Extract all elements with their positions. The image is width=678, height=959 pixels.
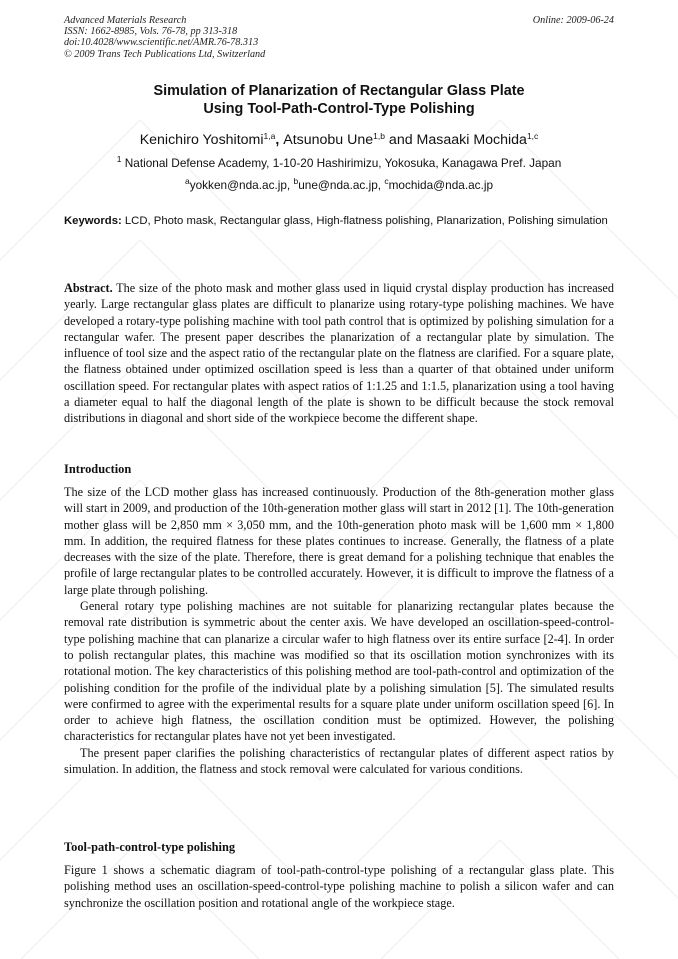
author-2-sup: 1,b xyxy=(373,131,385,141)
introduction-paragraph-2: General rotary type polishing machines are not suitable for planarizing rectangular plates because the removal rate distribution is symmetric about the center axis. We have developed an oscillation-speed-control-type polishing machine that can planarize a circular wafer to high flatness over its entire surface [2-4]. In order to polish rectangular plates, this machine was modified so that its oscillation motion synchronizes with its rotational motion. The key characteristics of this polishing method are tool-path-control and optimization of the polishing condition for the profile of the individual plate by a polishing simulation [5]. The simulated results were confirmed to agree with the experimental results for a square plate under uniform oscillation speed [6]. In order to achieve high flatness, the oscillation condition must be optimized. However, the polishing characteristics for rectangular plates have not yet been investigated. xyxy=(64,599,614,744)
keywords-text: LCD, Photo mask, Rectangular glass, High-flatness polishing, Planarization, Polishing simulation xyxy=(121,215,608,227)
email-b-sup: b xyxy=(293,176,299,186)
introduction-paragraph-1: The size of the LCD mother glass has increased continuously. Production of the 8th-generation mother glass will start in 2009, and production of the 10th-generation mother glass will start in 2012 [1]. The 10th-generation mother glass will be 2,850 mm × 3,050 mm, and the 10th-generation photo mask will be 1,600 mm × 1,800 mm. In addition, the required flatness for these plates continues to increase. Generally, the flatness of a plate decreases with the size of the plate. Therefore, there is great demand for a polishing technique that enables the profile of large rectangular plates to be controlled accurately. However, it is difficult to improve the flatness of a large plate through polishing. xyxy=(64,485,614,597)
affiliation xyxy=(64,156,614,171)
journal-issn: ISSN: 1662-8985, Vols. 76-78, pp 313-318 xyxy=(64,26,238,38)
journal-doi: doi:10.4028/www.scientific.net/AMR.76-78.313 xyxy=(64,37,259,49)
author-list xyxy=(64,131,614,149)
author-3-name: Masaaki Mochida xyxy=(416,132,527,148)
title-line-2: Using Tool-Path-Control-Type Polishing xyxy=(203,101,475,117)
tool-section-heading: Tool-path-control-type polishing xyxy=(64,840,236,854)
keywords-label: Keywords: xyxy=(64,215,122,227)
paper-title xyxy=(64,82,614,118)
author-emails xyxy=(64,178,614,193)
introduction-body xyxy=(64,484,614,777)
author-separator-1: , xyxy=(275,132,284,148)
email-c-sup: c xyxy=(384,176,389,186)
abstract-paragraph xyxy=(64,280,614,427)
keywords xyxy=(64,214,614,228)
affiliation-sup: 1 xyxy=(116,154,122,164)
abstract-text: The size of the photo mask and mother glass used in liquid crystal display production has increased yearly. Large rectangular glass plates are difficult to planarize using rotary-type polishing machines. We have developed a rotary-type polishing machine with tool path control that is optimized by polishing simulation for a rectangular wafer. The present paper describes the planarization of a rectangular plate by simulation. The influence of tool size and the aspect ratio of the rectangular plate on the flatness are clarified. For a square plate, the flatness obtained under optimized oscillation speed is less than a quarter of that obtained under uniform oscillation speed. For rectangular plates with aspect ratios of 1:1.25 and 1:1.5, planarization using a tool having a diameter equal to half the diagonal length of the plate is shown to be difficult because the stock removal distributions in diagonal and short side of the workpiece become the different shape. xyxy=(64,281,614,426)
author-separator-2: and xyxy=(384,132,417,148)
affiliation-text: National Defense Academy, 1-10-20 Hashirimizu, Yokosuka, Kanagawa Pref. Japan xyxy=(121,156,562,170)
tool-section-body xyxy=(64,862,614,912)
journal-name: Advanced Materials Research xyxy=(64,15,187,26)
title-line-1: Simulation of Planarization of Rectangular Glass Plate xyxy=(153,83,525,99)
email-c: mochida@nda.ac.jp xyxy=(388,178,494,192)
email-a-sup: a xyxy=(184,176,190,186)
journal-info xyxy=(64,15,265,60)
author-1-name: Kenichiro Yoshitomi xyxy=(139,132,264,148)
email-a: yokken@nda.ac.jp, xyxy=(189,178,294,192)
journal-copyright: © 2009 Trans Tech Publications Ltd, Switzerland xyxy=(64,48,266,60)
email-b: une@nda.ac.jp, xyxy=(298,178,385,192)
tool-section-paragraph-1: Figure 1 shows a schematic diagram of tool-path-control-type polishing of a rectangular glass plate. This polishing method uses an oscillation-speed-control-type polishing machine to polish a silicon wafer and can synchronize the oscillation position and rotational angle of the workpiece stage. xyxy=(64,863,614,910)
introduction-paragraph-3: The present paper clarifies the polishing characteristics of rectangular plates of different aspect ratios by simulation. In addition, the flatness and stock removal were calculated for various conditions. xyxy=(64,745,614,777)
introduction-heading: Introduction xyxy=(64,462,132,476)
abstract xyxy=(64,280,614,427)
author-2-name: Atsunobu Une xyxy=(283,132,374,148)
abstract-label: Abstract. xyxy=(64,281,113,295)
author-1-sup: 1,a xyxy=(263,131,276,141)
author-3-sup: 1,c xyxy=(526,131,539,141)
online-date: Online: 2009-06-24 xyxy=(532,15,614,26)
